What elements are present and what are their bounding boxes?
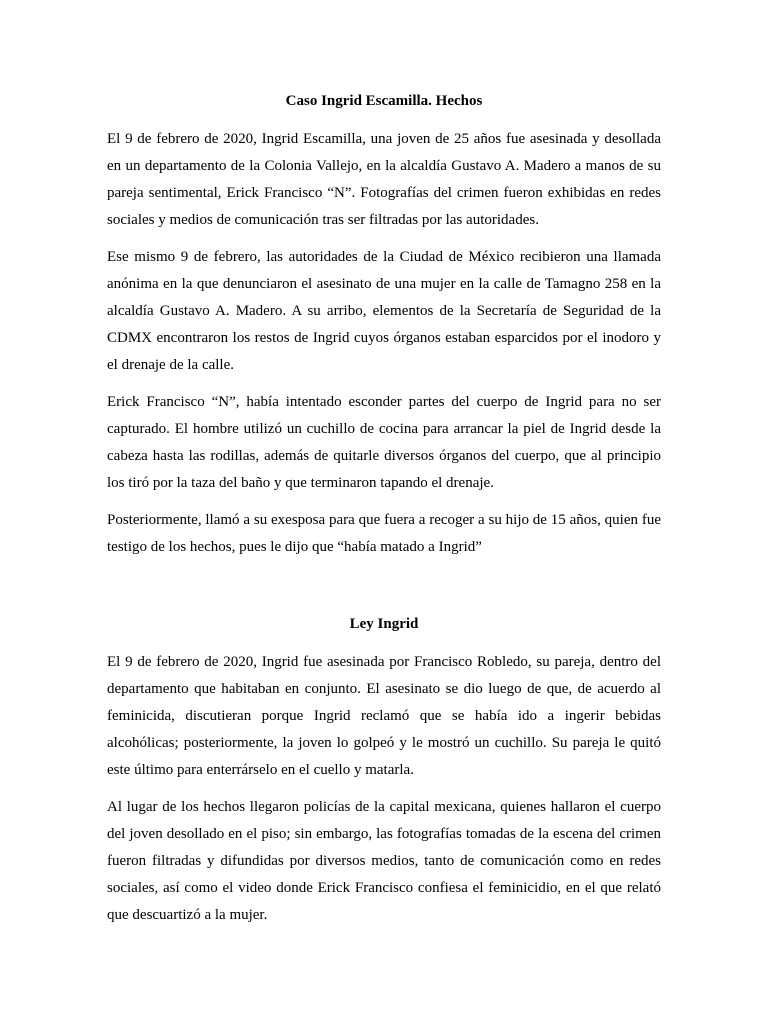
document-page bbox=[107, 90, 661, 939]
section-title-ley: Ley Ingrid bbox=[349, 616, 419, 632]
paragraph: Posteriormente, llamó a su exesposa para que fuera a recoger a su hijo de 15 años, quien fue testigo de los hechos, pues le dijo que “había matado a Ingrid” bbox=[107, 512, 661, 555]
paragraph: Al lugar de los hechos llegaron policías de la capital mexicana, quienes hallaron el cuerpo del joven desollado en el piso; sin embargo, las fotografías tomadas de la escena del crimen fueron filtradas y difundidas por diversos medios, tanto de comunicación como en redes sociales, así como el video donde Erick Francisco confiesa el feminicidio, en el que relató que descuartizó a la mujer. bbox=[107, 799, 661, 923]
paragraph: Ese mismo 9 de febrero, las autoridades de la Ciudad de México recibieron una llamada anónima en la que denunciaron el asesinato de una mujer en la calle de Tamagno 258 en la alcaldía Gustavo A. Madero. A su arribo, elementos de la Secretaría de Seguridad de la CDMX encontraron los restos de Ingrid cuyos órganos estaban esparcidos por el inodoro y el drenaje de la calle. bbox=[107, 249, 661, 373]
section-title-caso: Caso Ingrid Escamilla. Hechos bbox=[285, 93, 483, 109]
paragraph: El 9 de febrero de 2020, Ingrid fue asesinada por Francisco Robledo, su pareja, dentro del departamento que habitaban en conjunto. El asesinato se dio luego de que, de acuerdo al feminicida, discutieran porque Ingrid reclamó que se había ido a ingerir bebidas alcohólicas; posteriormente, la joven lo golpeó y le mostró un cuchillo. Su pareja le quitó este último para enterrárselo en el cuello y matarla. bbox=[107, 654, 661, 778]
paragraph: Erick Francisco “N”, había intentado esconder partes del cuerpo de Ingrid para no ser capturado. El hombre utilizó un cuchillo de cocina para arrancar la piel de Ingrid desde la cabeza hasta las rodillas, además de quitarle diversos órganos del cuerpo, que al principio los tiró por la taza del baño y que terminaron tapando el drenaje. bbox=[107, 394, 661, 491]
paragraph: El 9 de febrero de 2020, Ingrid Escamilla, una joven de 25 años fue asesinada y desollada en un departamento de la Colonia Vallejo, en la alcaldía Gustavo A. Madero a manos de su pareja sentimental, Erick Francisco “N”. Fotografías del crimen fueron exhibidas en redes sociales y medios de comunicación tras ser filtradas por las autoridades. bbox=[107, 131, 661, 228]
section-spacer bbox=[107, 571, 661, 613]
